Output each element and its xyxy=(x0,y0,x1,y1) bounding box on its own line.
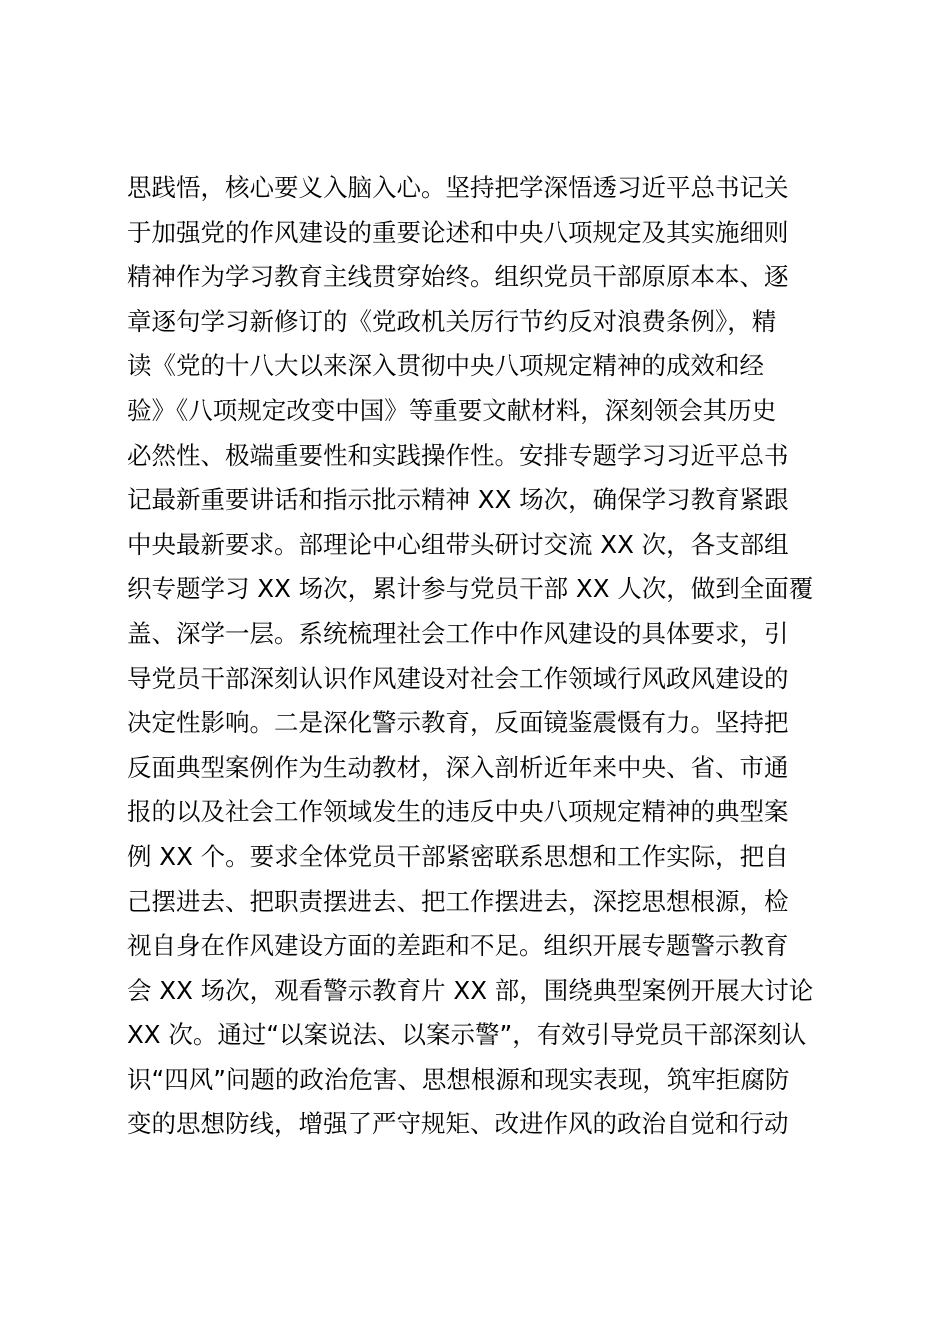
text-line: 验》《八项规定改变中国》等重要文献材料，深刻领会其历史 xyxy=(127,395,777,425)
text-line: 会 XX 场次，观看警示教育片 XX 部，围绕典型案例开展大讨论 xyxy=(127,975,814,1005)
text-line: 报的以及社会工作领域发生的违反中央八项规定精神的典型案 xyxy=(127,797,789,827)
text-line: 记最新重要讲话和指示批示精神 XX 场次，确保学习教育紧跟 xyxy=(127,485,789,515)
text-line: 导党员干部深刻认识作风建设对社会工作领域行风政风建设的 xyxy=(127,663,789,693)
body-paragraph xyxy=(127,166,837,1147)
text-line: 精神作为学习教育主线贯穿始终。组织党员干部原原本本、逐 xyxy=(127,262,789,292)
text-line: 织专题学习 XX 场次，累计参与党员干部 XX 人次，做到全面覆 xyxy=(127,574,814,604)
text-line: 读《党的十八大以来深入贯彻中央八项规定精神的成效和经 xyxy=(127,351,764,381)
text-line: 决定性影响。二是深化警示教育，反面镜鉴震慑有力。坚持把 xyxy=(127,708,789,738)
text-line: 反面典型案例作为生动教材，深入剖析近年来中央、省、市通 xyxy=(127,752,789,782)
text-line: 己摆进去、把职责摆进去、把工作摆进去，深挖思想根源，检 xyxy=(127,886,789,916)
text-line: 必然性、极端重要性和实践操作性。安排专题学习习近平总书 xyxy=(127,440,789,470)
text-line: 章逐句学习新修订的《党政机关厉行节约反对浪费条例》，精 xyxy=(127,306,777,336)
text-line: 变的思想防线，增强了严守规矩、改进作风的政治自觉和行动 xyxy=(127,1109,789,1139)
text-line: XX 次。通过“以案说法、以案示警”，有效引导党员干部深刻认 xyxy=(127,1020,807,1050)
text-line: 例 XX 个。要求全体党员干部紧密联系思想和工作实际，把自 xyxy=(127,841,789,871)
text-line: 中央最新要求。部理论中心组带头研讨交流 XX 次，各支部组 xyxy=(127,529,789,559)
text-line: 于加强党的作风建设的重要论述和中央八项规定及其实施细则 xyxy=(127,217,789,247)
text-line: 思践悟，核心要义入脑入心。坚持把学深悟透习近平总书记关 xyxy=(127,173,789,202)
text-line: 识“四风”问题的政治危害、思想根源和现实表现，筑牢拒腐防 xyxy=(127,1064,790,1094)
text-line: 盖、深学一层。系统梳理社会工作中作风建设的具体要求，引 xyxy=(127,618,789,648)
text-line: 视自身在作风建设方面的差距和不足。组织开展专题警示教育 xyxy=(127,931,789,961)
